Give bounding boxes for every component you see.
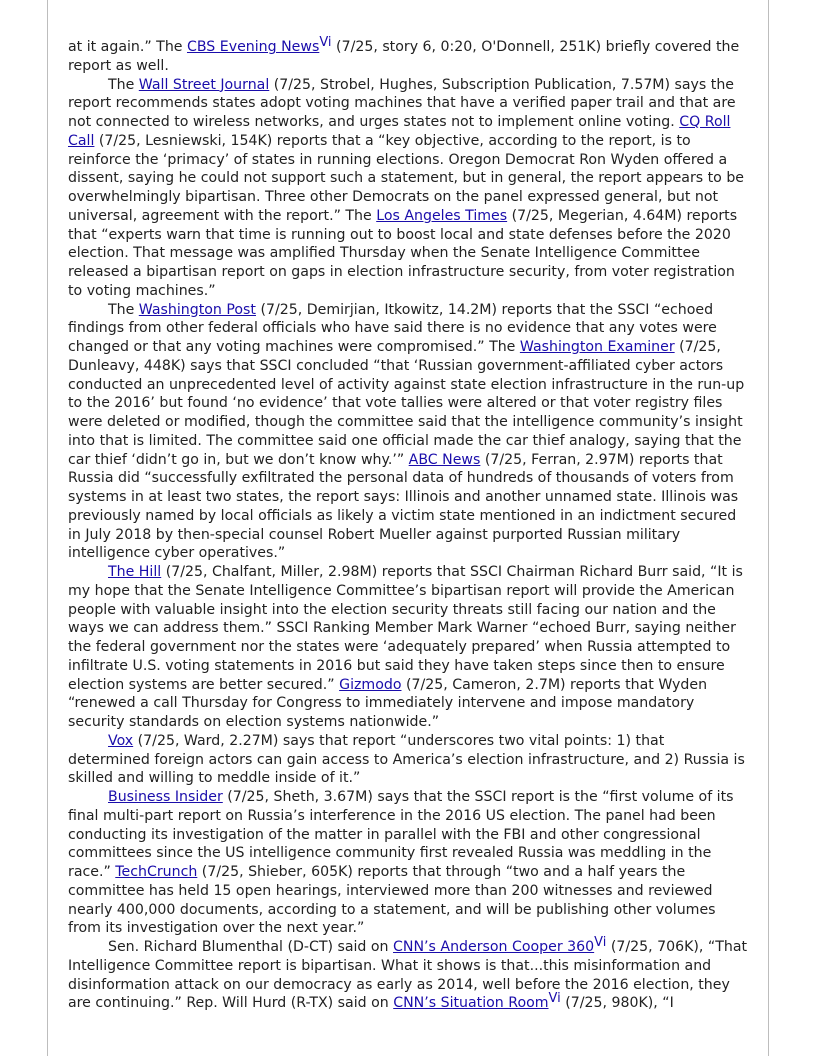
paragraph-1 — [68, 35, 748, 76]
video-icon-sup — [594, 935, 606, 950]
text-run: The — [108, 76, 139, 93]
paragraph-3 — [68, 301, 748, 564]
text-run: (7/25, story 6, 0:20, O'Donnell, 251K) briefly covered the report as well. — [68, 39, 740, 74]
document-body — [68, 35, 748, 1013]
link-cnn-anderson-cooper-360[interactable]: CNN’s Anderson Cooper 360 — [393, 939, 595, 955]
text-run: (7/25, Cameron, 2.7M) reports that Wyden “renewed a call Thursday for Congress to immediately intervene and impose mandatory security standards on election systems nationwide.” — [68, 676, 708, 730]
link-wall-street-journal[interactable]: Wall Street Journal — [138, 76, 270, 93]
page-right-border — [768, 0, 769, 1056]
link-gizmodo[interactable]: Gizmodo — [339, 676, 402, 693]
link-techcrunch[interactable]: TechCrunch — [115, 864, 198, 880]
link-cnn-situation-room[interactable]: CNN’s Situation Room — [393, 995, 549, 1012]
link-vox[interactable]: Vox — [108, 732, 134, 749]
paragraph-2 — [68, 76, 748, 301]
text-run: (7/25, Shieber, 605K) reports that through “two and a half years the committee has held 15 open hearings, interviewed more than 200 witnesses and reviewed nearly 400,000 documents, according to a statement, and will be publishing other volumes from its investigation over the next year.” — [68, 864, 716, 937]
text-run: The — [108, 301, 139, 318]
text-run: (7/25, Sheth, 3.67M) says that the SSCI report is the “first volume of its final multi-part report on Russia’s interference in the 2016 US election. The panel had been conducting its investigation of the matter in parallel with the FBI and other congressional committees since the US intelligence community first revealed Russia was meddling in the race.” — [68, 789, 734, 880]
video-icon-sup — [319, 35, 331, 50]
text-run: (7/25, Lesniewski, 154K) reports that a “key objective, according to the report, is to reinforce the ‘primacy’ of states in running elections. Oregon Democrat Ron Wyden offered a dissent, saying he could not support such a statement, but in general, the report appears to be overwhelmingly bipartisan. Three other Democrats on the panel expressed general, but not universal, agreement with the report.” The — [68, 132, 745, 224]
link-cbs-video-icon[interactable]: Vi — [319, 35, 332, 50]
link-ac360-video-icon[interactable]: Vi — [594, 935, 607, 950]
text-run: (7/25, Demirjian, Itkowitz, 14.2M) reports that the SSCI “echoed findings from other federal officials who have said there is no evidence that any votes were changed or that any voting machines were compromised.” The — [68, 301, 717, 355]
link-business-insider[interactable]: Business Insider — [108, 789, 223, 805]
page-left-border — [47, 0, 48, 1056]
text-run: (7/25, Ferran, 2.97M) reports that Russia did “successfully exfiltrated the personal data of hundreds of thousands of voters from systems in at least two states, the report says: Illinois and another unnamed state. Illinois was previously named by local officials as likely a victim state mentioned in an indictment secured in July 2018 by then-special counsel Robert Mueller against purported Russian military intelligence cyber operatives.” — [68, 451, 739, 562]
link-abc-news[interactable]: ABC News — [408, 451, 481, 468]
link-the-hill[interactable]: The Hill — [108, 564, 162, 580]
paragraph-6 — [68, 788, 748, 938]
text-run: (7/25, Chalfant, Miller, 2.98M) reports that SSCI Chairman Richard Burr said, “It is my hope that the Senate Intelligence Committee’s bipartisan report will provide the American people with valuable insight into the election security threats still facing our nation and the ways we can address them.” SSCI Ranking Member Mark Warner “echoed Burr, saying neither the federal government nor the states were ‘adequately prepared’ when Russia attempted to infiltrate U.S. voting statements in 2016 but said they have taken steps since then to ensure election systems are better secured.” — [68, 564, 743, 693]
text-run: (7/25, 980K), “I — [560, 995, 674, 1012]
link-washington-post[interactable]: Washington Post — [138, 301, 256, 318]
text-run: (7/25, Dunleavy, 448K) says that SSCI concluded “that ‘Russian government-affiliated cyber actors conducted an unprecedented level of activity against state election infrastructure in the run-up to the 2016’ but found ‘no evidence’ that vote tallies were altered or that voter registry files were deleted or modified, though the committee said that the intelligence community’s insight into that is limited. The committee said one official made the car thief analogy, saying that the car thief ‘didn’t go in, but we don’t know why.’” — [68, 339, 745, 468]
text-run: (7/25, Megerian, 4.64M) reports that “experts warn that time is running out to boost local and state defenses before the 2020 election. That message was amplified Thursday when the Senate Intelligence Committee released a bipartisan report on gaps in election infrastructure security, from voter registration to voting machines.” — [68, 207, 738, 299]
paragraph-4 — [68, 563, 748, 732]
text-run: Sen. Richard Blumenthal (D-CT) said on — [108, 939, 394, 955]
text-run: (7/25, Strobel, Hughes, Subscription Publication, 7.57M) says the report recommends states adopt voting machines that have a verified paper trail and that are not connected to wireless networks, and urges states not to implement online voting. — [68, 76, 736, 130]
paragraph-5 — [68, 732, 748, 788]
video-icon-sup — [549, 991, 561, 1006]
text-run: at it again.” The — [68, 39, 187, 55]
link-situation-room-video-icon[interactable]: Vi — [548, 991, 561, 1007]
link-cq-roll-call[interactable]: CQ Roll Call — [68, 114, 731, 149]
link-washington-examiner[interactable]: Washington Examiner — [519, 339, 675, 355]
paragraph-7 — [68, 935, 748, 1013]
link-cbs-evening-news[interactable]: CBS Evening News — [186, 39, 320, 55]
link-los-angeles-times[interactable]: Los Angeles Times — [376, 207, 508, 224]
text-run: (7/25, Ward, 2.27M) says that report “underscores two vital points: 1) that determined foreign actors can gain access to America’s election infrastructure, and 2) Russia is skilled and willing to meddle inside of it.” — [68, 732, 745, 787]
text-run: (7/25, 706K), “That Intelligence Committee report is bipartisan. What it shows is that...this misinformation and disinformation attack on our democracy as early as 2014, well before the 2016 election, they are continuing.” Rep. Will Hurd (R-TX) said on — [68, 939, 748, 1012]
